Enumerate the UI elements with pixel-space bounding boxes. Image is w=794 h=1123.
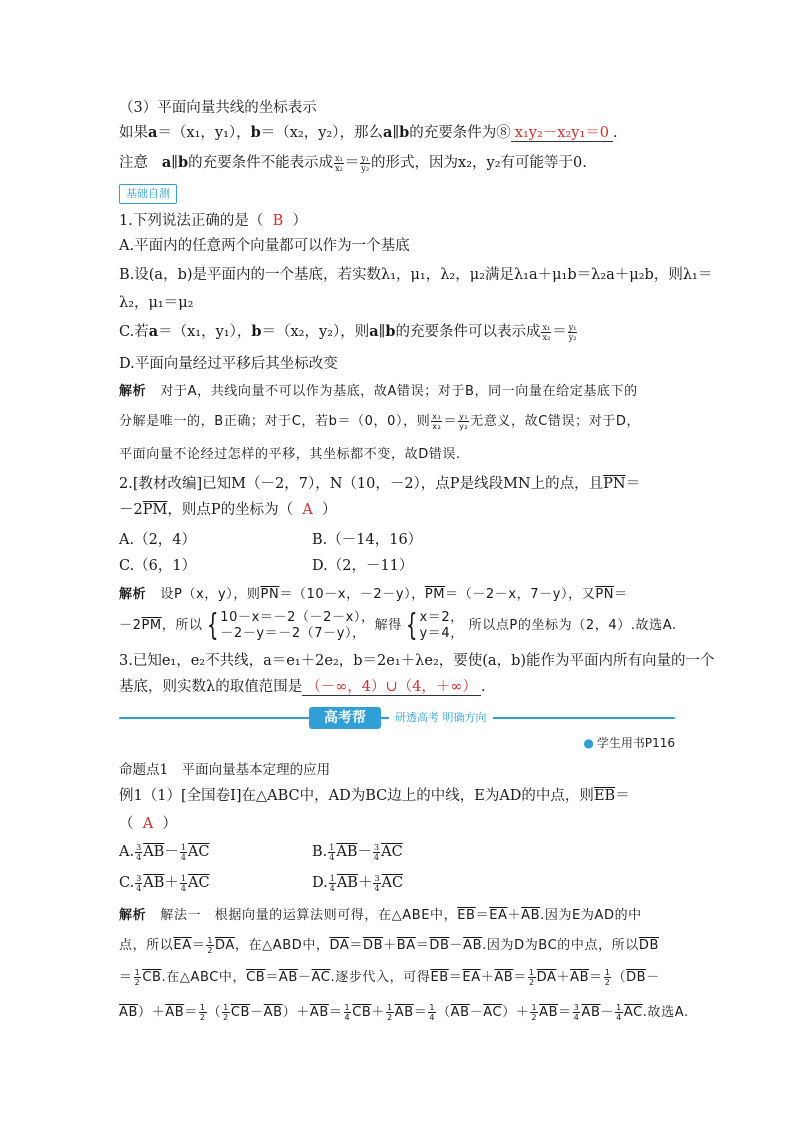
- q1-option-d: D.平面向量经过平移后其坐标改变: [119, 356, 338, 372]
- q2-exp-1d: ＝: [614, 587, 628, 602]
- system-2-line-2: y＝4，: [419, 625, 464, 641]
- q2-close: ）: [322, 502, 337, 518]
- example-option-b: B. $\frac{1}{4}$ $\overline{AB}-$ $\frac{3}{4}$ $\overline{AC}$: [312, 842, 403, 862]
- example-exp-1: 解法一 根据向量的运算法则可得，在△ABE中，: [160, 908, 458, 923]
- example-exp-2b: ，在△ABD中，: [234, 938, 330, 953]
- gaokao-banner: [119, 705, 675, 731]
- q2-exp-2c: 解得: [374, 618, 402, 633]
- q2-stem-line1: 2.[教材改编]已知M（－2，7），N（10，－2），点P是线段MN上的点，且$\overline{PN}=$: [119, 476, 641, 492]
- q2-explanation-1: 解析 设P（x，y），则$\overline{PN}=(10-x$，－2－y），$\overline{PM}=(-2-x$，7－y），又$\overline{PN}=$: [119, 587, 628, 602]
- q2-stem-text-1: 2.[教材改编]已知M（－2，7），N（10，－2），点P是线段MN上的点，且: [119, 476, 604, 492]
- q1-stem: [119, 211, 307, 231]
- note-label: 注意: [119, 155, 148, 171]
- example-explanation-3: ＝ $\frac{1}{2}$ $\overline{CB}$.在△ABC中，$\overline{CB}=\overline{AB}-\overline{AC}$.逐步代入，可得$\overline{EB}=\overline{EA}+\overline{AB}=$ $\frac{1}{2}$ $\overline{DA}+\overline{AB}=$ $\frac{1}{2}$ （$\overline{DB}-$: [119, 968, 660, 987]
- q2-exp-2b: ，所以: [161, 618, 203, 633]
- example-option-d: D. $\frac{1}{4}$ $\overline{AB}+$ $\frac{3}{4}$ $\overline{AC}$: [312, 873, 404, 893]
- example-exp-3b: .在△ABC中，: [161, 970, 247, 985]
- q1-option-c-a-def: ＝（x₁，y₁），: [158, 324, 252, 340]
- q1-close: ）: [292, 213, 307, 229]
- example-1-text: 例1（1）[全国卷Ⅰ]在△ABC中，AD为BC边上的中线，E为AD的中点，则: [119, 788, 594, 804]
- b-definition: ＝（x₂，y₂），那么: [260, 125, 384, 141]
- q1-exp-text-2: 分解是唯一的，B正确；对于C，若b＝（0，0），则: [119, 414, 431, 429]
- explanation-label: 解析: [119, 587, 147, 602]
- q2-stem-end: ＝: [625, 476, 641, 492]
- q1-explanation-2: 分解是唯一的，B正确；对于C，若b＝（0，0），则 $\frac{\text{x₁}}{\text{x₂}}$ ＝ $\frac{\text{y₁}}{\text{y₂}}$ 无意义，故C错误；对于D，: [119, 412, 641, 431]
- q1-option-a: A.平面内的任意两个向量都可以作为一个基底: [119, 238, 410, 254]
- fraction-x1-x2: $\frac{\text{x₁}}{\text{x₂}}$: [432, 412, 442, 431]
- system-1-line-2: －2－y＝－2（7－y），: [220, 625, 366, 641]
- example-explanation-4: $\overline{AB})+\overline{AB}=$ $\frac{1}{2}$ （ $\frac{1}{2}$ $\overline{CB}-\overline{AB})+\overline{AB}=$ $\frac{1}{4}$ $\overline{CB}+$ $\frac{1}{2}$ $\overline{AB}=$ $\frac{1}{4}$ $(\overline{AB}-\overline{AC})+$ $\frac{1}{2}$ $\overline{AB}=$ $\frac{3}{4}$ $\overline{AB}-$ $\frac{1}{4}$ $\overline{AC}$.故选A.: [119, 1003, 689, 1022]
- condition-prefix: 如果: [119, 125, 148, 141]
- note-text-2: 的形式，因为x₂，y₂有可能等于0.: [371, 155, 587, 171]
- option-d-label: D.: [312, 875, 328, 891]
- paren-close: ）: [162, 816, 177, 832]
- q2-exp-1b: ＝（10－x，－2－y），: [279, 587, 425, 602]
- system-2-line-1: x＝2，: [419, 609, 464, 625]
- example-explanation-2: 点，所以$\overline{EA}=$ $\frac{1}{2}$ $\overline{DA}$，在△ABD中，$\overline{DA}=\overline{DB}+\overline{BA}=\overline{DB}-\overline{AB}$.因为D为BC的中点，所以$\overline{DB}$: [119, 936, 660, 955]
- q1-exp-text-2-end: 无意义，故C错误；对于D，: [470, 414, 641, 429]
- banner-title: 高考帮: [309, 707, 381, 729]
- fraction-y1-y2: $\frac{\text{y₁}}{\text{y₂}}$: [361, 153, 370, 173]
- q2-exp-1c: ＝（－2－x，7－y），又: [445, 587, 596, 602]
- q1-exp-text-1: 对于A，共线向量不可以作为基底，故A错误；对于B，同一向量在给定基底下的: [160, 384, 638, 399]
- q2-option-d: D.（2，－11）: [312, 558, 414, 574]
- q1-option-c-mid: 的充要条件可以表示成: [395, 324, 541, 340]
- option-b-label: B.: [312, 844, 328, 860]
- q2-exp-2a: －2: [119, 618, 142, 633]
- q3-answer-blank: （－∞，4）∪（4，＋∞）: [302, 679, 481, 696]
- fraction-y1-y2: $\frac{\text{y₁}}{\text{y₂}}$: [459, 412, 469, 431]
- example-1-stem: 例1（1）[全国卷Ⅰ]在△ABC中，AD为BC边上的中线，E为AD的中点，则$\overline{EB}=$: [119, 788, 630, 804]
- collinear-condition-line: 如果a＝（x₁，y₁），b＝（x₂，y₂），那么a∥b的充要条件为⑧ x₁y₂－x₂y₁＝0 .: [119, 124, 618, 141]
- q2-exp-1a: 设P（x，y），则: [160, 587, 261, 602]
- bullet-dot-icon: ●: [583, 736, 594, 750]
- q1-answer: B: [272, 213, 284, 229]
- q2-exp-2d: 所以点P的坐标为（2，4）.故选A.: [468, 618, 677, 633]
- equation-system-1: [220, 610, 374, 642]
- example-1-answer-line: [119, 814, 177, 834]
- condition-mid: 的充要条件为⑧: [409, 125, 511, 141]
- q2-stem-2b: ，则点P的坐标为（: [167, 502, 294, 518]
- q2-option-b: B.（－14，16）: [312, 532, 423, 548]
- proposition-title: 命题点1 平面向量基本定理的应用: [119, 762, 331, 778]
- q3-stem-text-2: 基底，则实数λ的取值范围是: [119, 679, 303, 695]
- q2-option-c: C.（6，1）: [119, 558, 197, 574]
- q3-stem-line2: [119, 677, 486, 697]
- example-exp-end: .故选A.: [642, 1005, 689, 1020]
- q1-option-b-line2: λ₂，μ₁＝μ₂: [119, 295, 194, 311]
- example-1-answer: A: [142, 816, 154, 832]
- q1-option-c: C.若a＝（x₁，y₁），b＝（x₂，y₂），则a∥b的充要条件可以表示成 $\frac{\text{x₁}}{\text{x₂}}$ ＝ $\frac{\text{y₁}}{\text{y₂}}$: [119, 322, 577, 342]
- q1-explanation-1: [119, 382, 638, 402]
- reference-text: 学生用书P116: [596, 736, 675, 750]
- q3-stem-line1: 3.已知e₁，e₂不共线，a＝e₁＋2e₂，b＝2e₁＋λe₂，要使(a，b)能作为平面内所有向量的一个: [119, 653, 715, 669]
- example-exp-3c: .逐步代入，可得: [330, 970, 431, 985]
- q2-explanation-2: $-2\overline{PM}$，所以 { 10－x＝－2（－2－x）， －2－y＝－2（7－y）， 解得 { x＝2， y＝4， 所以点P的坐标为（2，4）.故选A.: [119, 607, 677, 643]
- equation-system-2: [420, 610, 464, 642]
- answer-blank-8: x₁y₂－x₂y₁＝0: [511, 125, 613, 142]
- q2-stem-2a: －2: [119, 502, 143, 518]
- q2-stem-line2: $-2\overline{PM}$，则点P的坐标为（ A ）: [119, 502, 337, 518]
- q1-stem-text: 1.下列说法正确的是（: [119, 213, 264, 229]
- q1-explanation-3: 平面向量不论经过怎样的平移，其坐标都不变，故D错误.: [119, 447, 461, 462]
- q2-answer: A: [302, 502, 313, 518]
- basic-self-test-tag: 基础自测: [119, 184, 177, 204]
- option-c-label: C.: [119, 875, 135, 891]
- note-line: 注意 a∥b的充要条件不能表示成 $\frac{\text{x₁}}{\text{x₂}}$ ＝ $\frac{\text{y₁}}{\text{y₂}}$ 的形式，因为x₂，y₂有可能等于0.: [119, 153, 587, 173]
- section-heading: （3）平面向量共线的坐标表示: [119, 100, 317, 116]
- banner-subtitle: 研透高考 明确方向: [389, 708, 493, 728]
- paren-open: （: [119, 816, 134, 832]
- system-1-line-1: 10－x＝－2（－2－x），: [220, 609, 375, 625]
- q3-end: .: [480, 679, 486, 695]
- a-definition: ＝（x₁，y₁），: [157, 125, 251, 141]
- example-1-end: ＝: [615, 788, 630, 804]
- example-exp-2: 点，所以: [119, 938, 174, 953]
- explanation-label: 解析: [119, 908, 147, 923]
- example-exp-1b: .因为E为AD的中: [540, 908, 642, 923]
- q1-option-c-prefix: C.若: [119, 324, 149, 340]
- explanation-label: 解析: [119, 384, 147, 399]
- option-a-label: A.: [119, 844, 135, 860]
- q2-option-a: A.（2，4）: [119, 532, 197, 548]
- example-exp-3a: ＝: [119, 970, 133, 985]
- fraction-x1-x2: $\frac{\text{x₁}}{\text{x₂}}$: [542, 322, 551, 342]
- example-option-c: C. $\frac{3}{4}$ $\overline{AB}+$ $\frac{1}{4}$ $\overline{AC}$: [119, 873, 210, 893]
- example-option-a: A. $\frac{3}{4}$ $\overline{AB}-$ $\frac{1}{4}$ $\overline{AC}$: [119, 842, 210, 862]
- student-book-reference: [583, 734, 675, 751]
- example-exp-2c: .因为D为BC的中点，所以: [482, 938, 639, 953]
- q1-option-b-line1: B.设(a，b)是平面内的一个基底，若实数λ₁，μ₁，λ₂，μ₂满足λ₁a＋μ₁b＝λ₂a＋μ₂b，则λ₁＝: [119, 267, 713, 283]
- fraction-x1-x2: $\frac{\text{x₁}}{\text{x₂}}$: [335, 153, 343, 173]
- fraction-y1-y2: $\frac{\text{y₁}}{\text{y₂}}$: [568, 322, 577, 342]
- note-text-1: 的充要条件不能表示成: [188, 155, 334, 171]
- example-explanation-1: 解析 解法一 根据向量的运算法则可得，在△ABE中，$\overline{EB}=\overline{EA}+\overline{AB}$.因为E为AD的中: [119, 908, 642, 923]
